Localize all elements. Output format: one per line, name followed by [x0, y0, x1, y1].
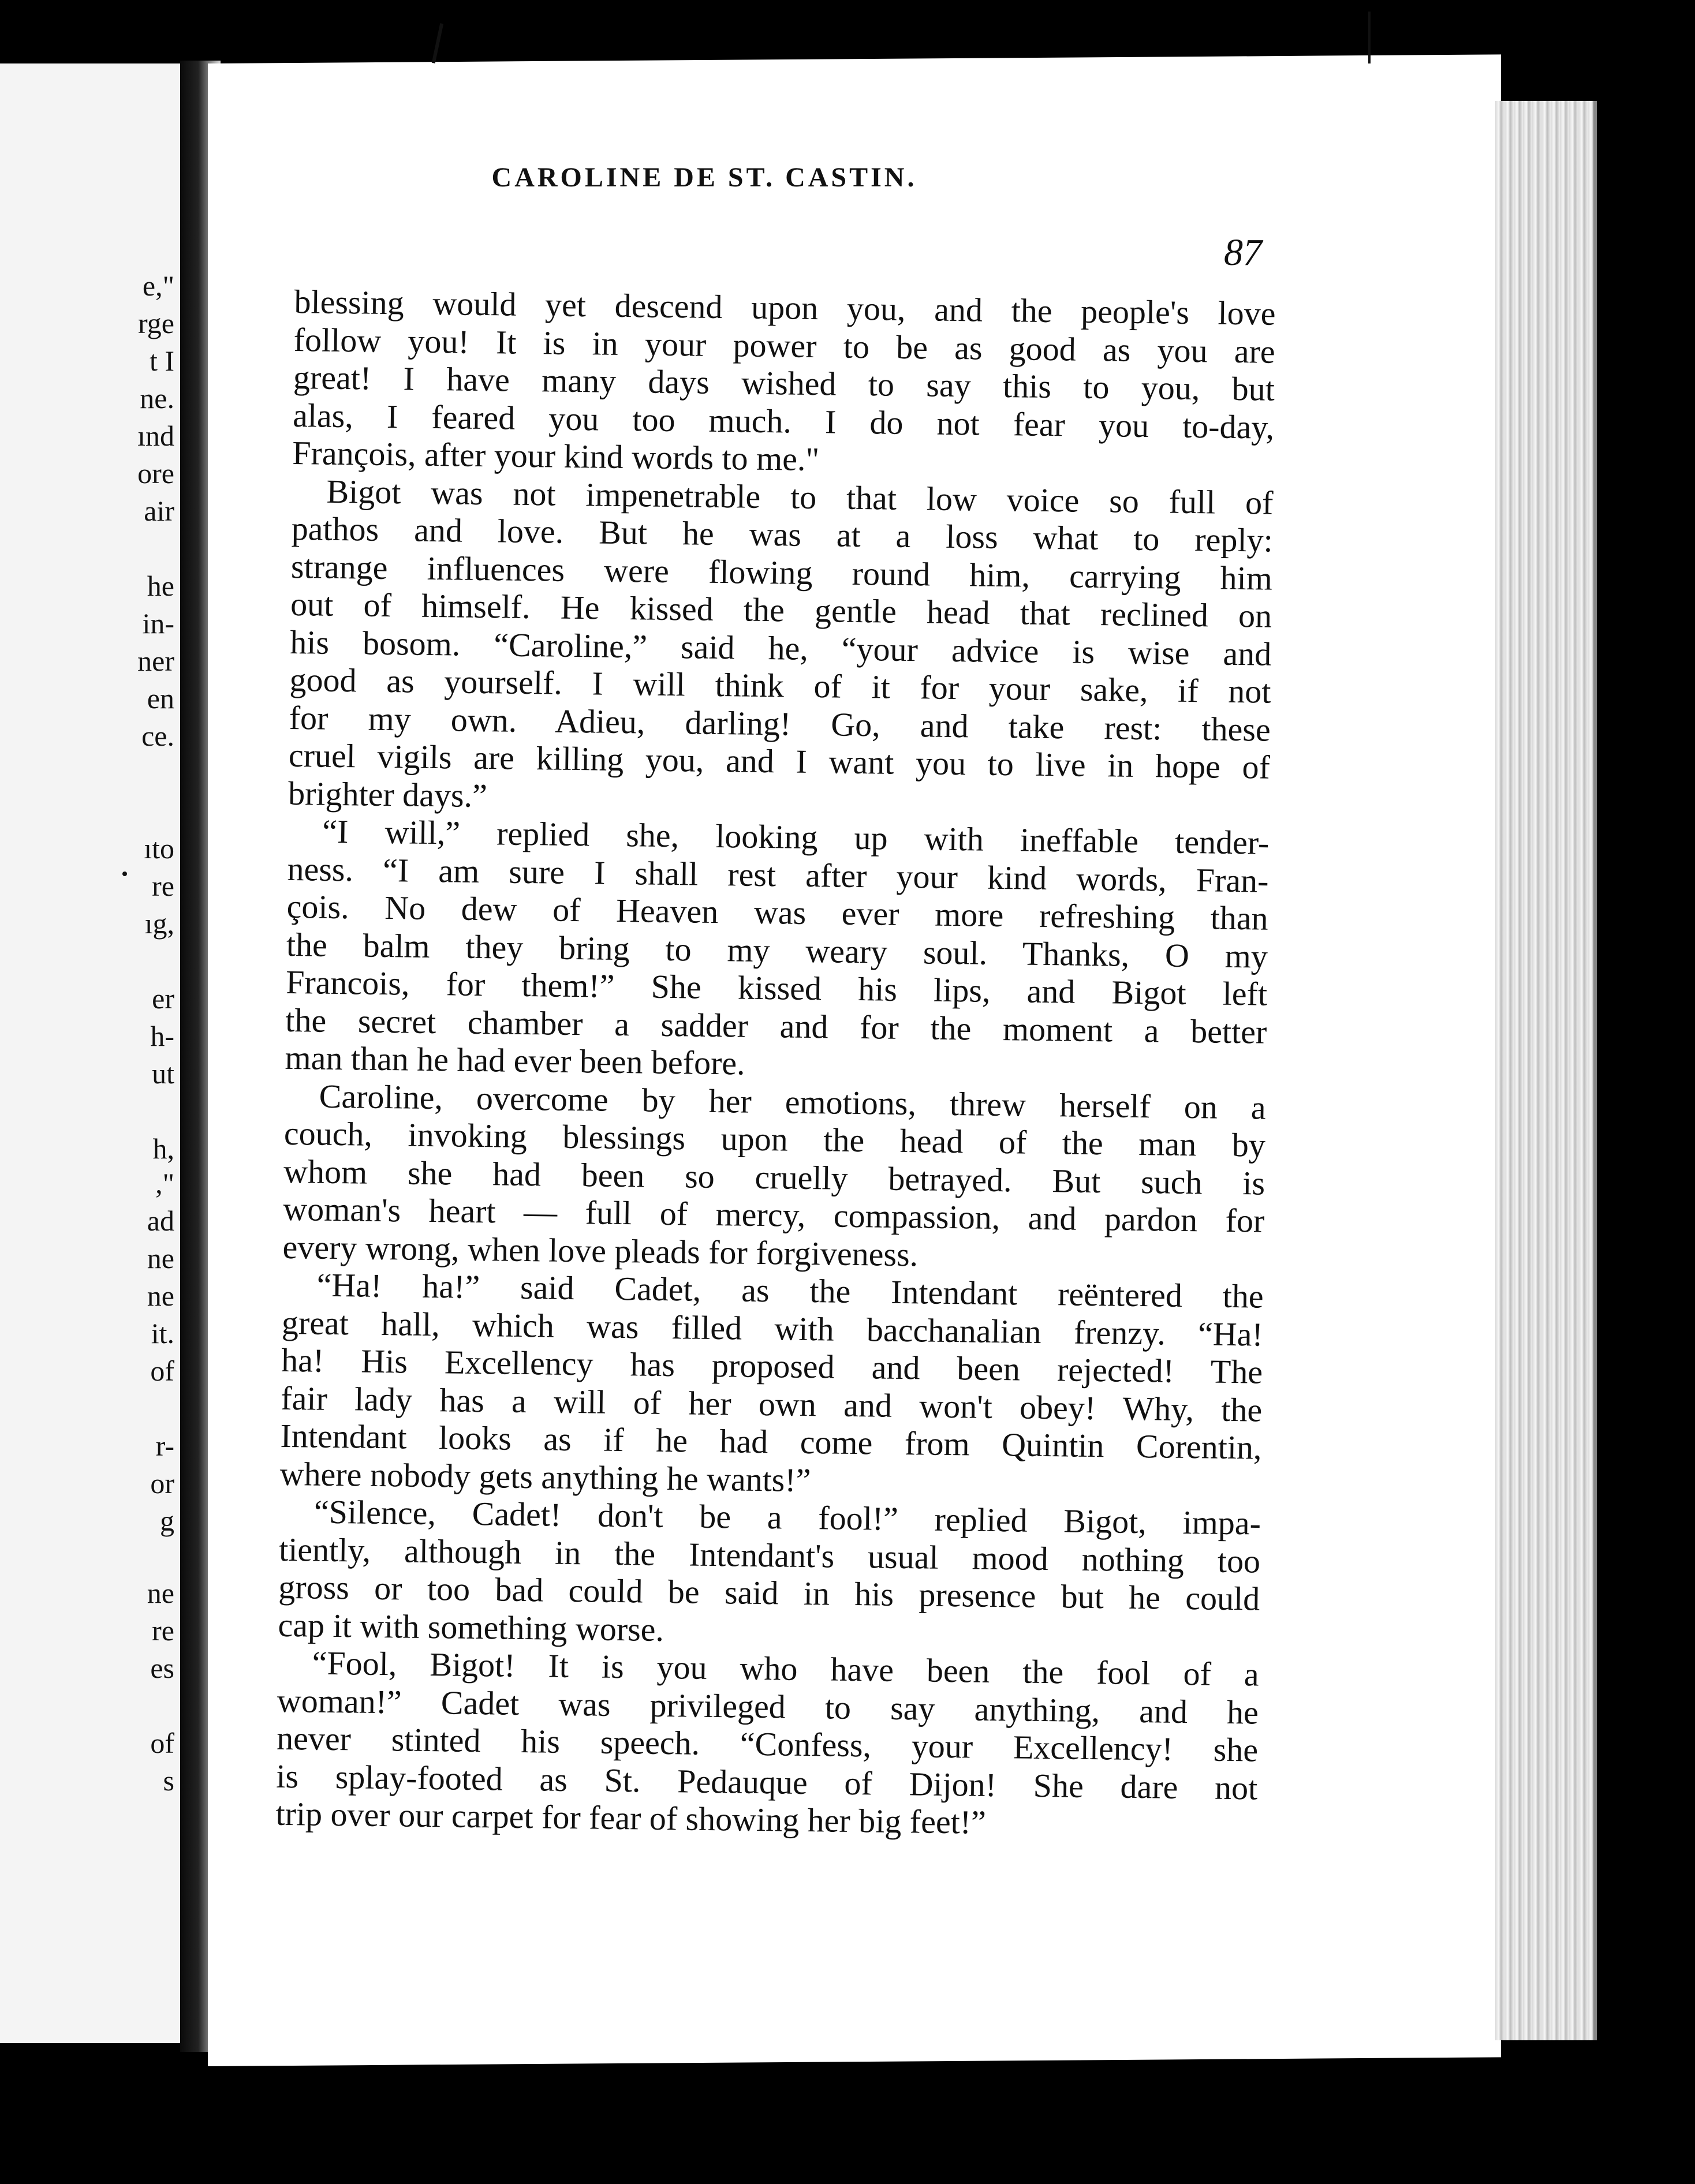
- text-line: fair lady has a will of her own and won't obey! Why, the: [280, 1379, 1263, 1429]
- left-fragment: g: [160, 1505, 174, 1537]
- left-fragment: ne.: [140, 382, 174, 414]
- text-line: ness. “I am sure I shall rest after your kind words, Fran-: [287, 850, 1269, 900]
- text-line: is splay-footed as St. Pedauque of Dijon! She dare not: [275, 1757, 1258, 1807]
- text-line: ha! His Excellency has proposed and been rejected! The: [281, 1341, 1263, 1391]
- left-fragment: e,": [142, 270, 174, 302]
- text-line: where nobody gets anything he wants!”: [279, 1454, 811, 1499]
- text-line: whom she had been so cruelly betrayed. But such is: [283, 1152, 1265, 1202]
- left-fragment: es: [150, 1652, 174, 1684]
- left-fragment: or: [150, 1467, 174, 1499]
- text-line: pathos and love. But he was at a loss what to reply:: [291, 509, 1274, 559]
- text-line: “Ha! ha!” said Cadet, as the Intendant reëntered the: [316, 1266, 1264, 1315]
- text-line: good as yourself. I will think of it for your sake, if not: [289, 660, 1271, 710]
- left-fragment: r-: [155, 1430, 174, 1462]
- left-fragment: ,": [155, 1167, 174, 1199]
- text-line: man than he had ever been before.: [285, 1038, 746, 1082]
- text-line: çois. No dew of Heaven was ever more refreshing than: [286, 887, 1269, 937]
- text-line: Caroline, overcome by her emotions, threw herself on a: [319, 1077, 1267, 1127]
- left-fragment: t I: [149, 345, 174, 377]
- text-line: François, after your kind words to me.": [292, 433, 820, 478]
- text-line: couch, invoking blessings upon the head of the man by: [283, 1114, 1266, 1164]
- left-fragment: ınd: [137, 420, 174, 452]
- text-line: alas, I feared you too much. I do not fear you to-day,: [292, 396, 1275, 446]
- left-fragment: ıto: [144, 832, 174, 865]
- scan-artifact: [432, 23, 443, 63]
- left-fragment: ne: [147, 1280, 174, 1312]
- left-fragment: air: [144, 495, 174, 527]
- left-fragment: ore: [137, 457, 174, 489]
- left-fragment: h-: [150, 1020, 174, 1052]
- text-line: “Fool, Bigot! It is you who have been the fool of a: [312, 1644, 1260, 1693]
- left-fragment: ce.: [141, 720, 174, 752]
- left-fragment: er: [152, 982, 174, 1015]
- left-fragment: in-: [142, 607, 174, 640]
- left-fragment: ne: [147, 1242, 174, 1274]
- scan-artifact: [122, 872, 127, 876]
- left-fragment: he: [147, 570, 174, 602]
- running-head: CAROLINE DE ST. CASTIN.: [491, 162, 917, 193]
- left-fragment: ad: [147, 1205, 174, 1237]
- text-line: follow you! It is in your power to be as good as you are: [293, 320, 1276, 371]
- left-fragment: en: [147, 682, 174, 715]
- text-line: his bosom. “Caroline,” said he, “your advice is wise and: [290, 623, 1272, 673]
- page-number: 87: [1224, 231, 1262, 274]
- text-line: the balm they bring to my weary soul. Thanks, O my: [286, 925, 1268, 975]
- text-line: for my own. Adieu, darling! Go, and take rest: these: [289, 698, 1271, 749]
- left-fragment: ner: [137, 645, 174, 677]
- text-line: Bigot was not impenetrable to that low voice so full of: [326, 472, 1274, 522]
- text-line: brighter days.”: [288, 774, 488, 814]
- text-line: out of himself. He kissed the gentle head that reclined on: [290, 585, 1272, 635]
- text-line: tiently, although in the Intendant's usual mood nothing too: [278, 1530, 1261, 1580]
- left-fragment: of: [150, 1727, 174, 1759]
- text-line: “I will,” replied she, looking up with ineffable tender-: [322, 812, 1270, 862]
- text-line: cap it with something worse.: [278, 1606, 664, 1648]
- text-line: strange influences were flowing round him, carrying him: [290, 547, 1273, 597]
- left-fragment: re: [152, 870, 174, 902]
- left-fragment: it.: [151, 1317, 174, 1349]
- text-line: great! I have many days wished to say this to you, but: [293, 358, 1275, 408]
- text-line: woman!” Cadet was privileged to say anything, and he: [277, 1681, 1259, 1732]
- text-line: Intendant looks as if he had come from Quintin Corentin,: [280, 1416, 1262, 1467]
- text-line: cruel vigils are killing you, and I want you to live in hope of: [288, 736, 1271, 786]
- scan-artifact: [1368, 12, 1371, 63]
- left-facing-page: [0, 63, 185, 2043]
- text-line: gross or too bad could be said in his presence but he could: [278, 1568, 1260, 1618]
- left-fragment: h,: [152, 1132, 174, 1165]
- text-line: the secret chamber a sadder and for the moment a better: [285, 1001, 1267, 1051]
- left-fragment: re: [152, 1614, 174, 1647]
- left-fragment: ut: [152, 1057, 174, 1090]
- page-edges: [1495, 101, 1597, 2040]
- left-fragment: ıg,: [144, 907, 174, 940]
- text-line: every wrong, when love pleads for forgiveness.: [282, 1228, 919, 1273]
- left-fragment: ne: [147, 1577, 174, 1609]
- left-fragment: rge: [138, 307, 174, 339]
- text-line: Francois, for them!” She kissed his lips, and Bigot left: [285, 963, 1268, 1013]
- text-line: woman's heart — full of mercy, compassion, and pardon for: [283, 1190, 1265, 1240]
- text-line: never stinted his speech. “Confess, your Excellency! she: [276, 1719, 1259, 1769]
- left-fragment: of: [150, 1355, 174, 1387]
- left-fragment: s: [163, 1764, 174, 1797]
- body-text: [275, 283, 1276, 1845]
- text-line: trip over our carpet for fear of showing her big feet!”: [275, 1794, 987, 1841]
- text-line: great hall, which was filled with bacchanalian frenzy. “Ha!: [281, 1303, 1264, 1353]
- text-line: blessing would yet descend upon you, and the people's love: [294, 283, 1276, 332]
- text-line: “Silence, Cadet! don't be a fool!” replied Bigot, impa-: [313, 1493, 1261, 1542]
